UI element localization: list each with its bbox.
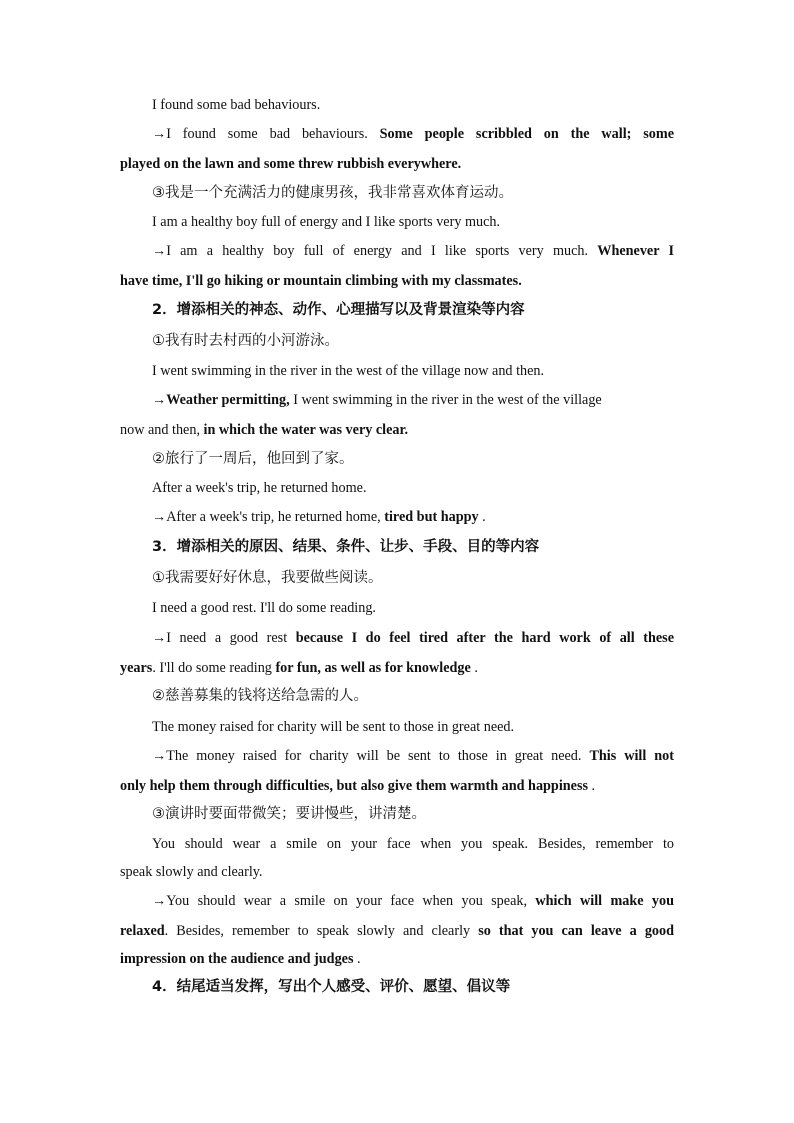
improved-sentence: →The money raised for charity will be sent to those in great need. This will not (152, 748, 674, 764)
improved-sentence: →After a week's trip, he returned home, tired but happy . (152, 509, 486, 525)
chinese-example: ②慈善募集的钱将送给急需的人。 (152, 688, 368, 704)
example-sentence: I need a good rest. I'll do some reading. (152, 600, 376, 616)
section-heading: 3．增添相关的原因、结果、条件、让步、手段、目的等内容 (152, 539, 540, 555)
improved-sentence: →I need a good rest because I do feel tired after the hard work of all these (152, 630, 674, 646)
example-sentence: I am a healthy boy full of energy and I like sports very much. (152, 214, 501, 230)
improved-sentence-continuation: have time, I'll go hiking or mountain climbing with my classmates. (120, 273, 522, 289)
chinese-example: ①我有时去村西的小河游泳。 (152, 333, 339, 349)
improved-sentence-continuation: played on the lawn and some threw rubbish everywhere. (120, 156, 462, 172)
improved-sentence-continuation: years. I'll do some reading for fun, as well as for knowledge . (120, 660, 478, 676)
chinese-example: ③演讲时要面带微笑；要讲慢些，讲清楚。 (152, 806, 426, 822)
chinese-example: ②旅行了一周后，他回到了家。 (152, 451, 354, 467)
example-sentence: You should wear a smile on your face when you speak. Besides, remember to (152, 836, 674, 852)
improved-sentence-continuation: only help them through difficulties, but also give them warmth and happiness . (120, 778, 596, 794)
chinese-example: ①我需要好好休息，我要做些阅读。 (152, 570, 383, 586)
section-heading: 4．结尾适当发挥，写出个人感受、评价、愿望、倡议等 (152, 979, 511, 995)
improved-sentence: →You should wear a smile on your face when you speak, which will make you (152, 893, 674, 909)
example-sentence: After a week's trip, he returned home. (152, 480, 367, 496)
improved-sentence: →I found some bad behaviours. Some people scribbled on the wall; some (152, 126, 674, 142)
example-sentence: I went swimming in the river in the west of the village now and then. (152, 363, 545, 379)
example-sentence: The money raised for charity will be sent to those in great need. (152, 719, 515, 735)
example-sentence: I found some bad behaviours. (152, 97, 321, 113)
improved-sentence: →I am a healthy boy full of energy and I like sports very much. Whenever I (152, 243, 675, 259)
improved-sentence-continuation: relaxed. Besides, remember to speak slowly and clearly so that you can leave a good (120, 923, 674, 939)
improved-sentence-continuation: now and then, in which the water was very clear. (120, 422, 409, 438)
improved-sentence: →Weather permitting, I went swimming in the river in the west of the village (152, 392, 602, 408)
improved-sentence-continuation: impression on the audience and judges . (120, 951, 361, 967)
example-sentence-continuation: speak slowly and clearly. (120, 864, 263, 880)
section-heading: 2．增添相关的神态、动作、心理描写以及背景渲染等内容 (152, 302, 525, 318)
chinese-example: ③我是一个充满活力的健康男孩，我非常喜欢体育运动。 (152, 185, 513, 201)
